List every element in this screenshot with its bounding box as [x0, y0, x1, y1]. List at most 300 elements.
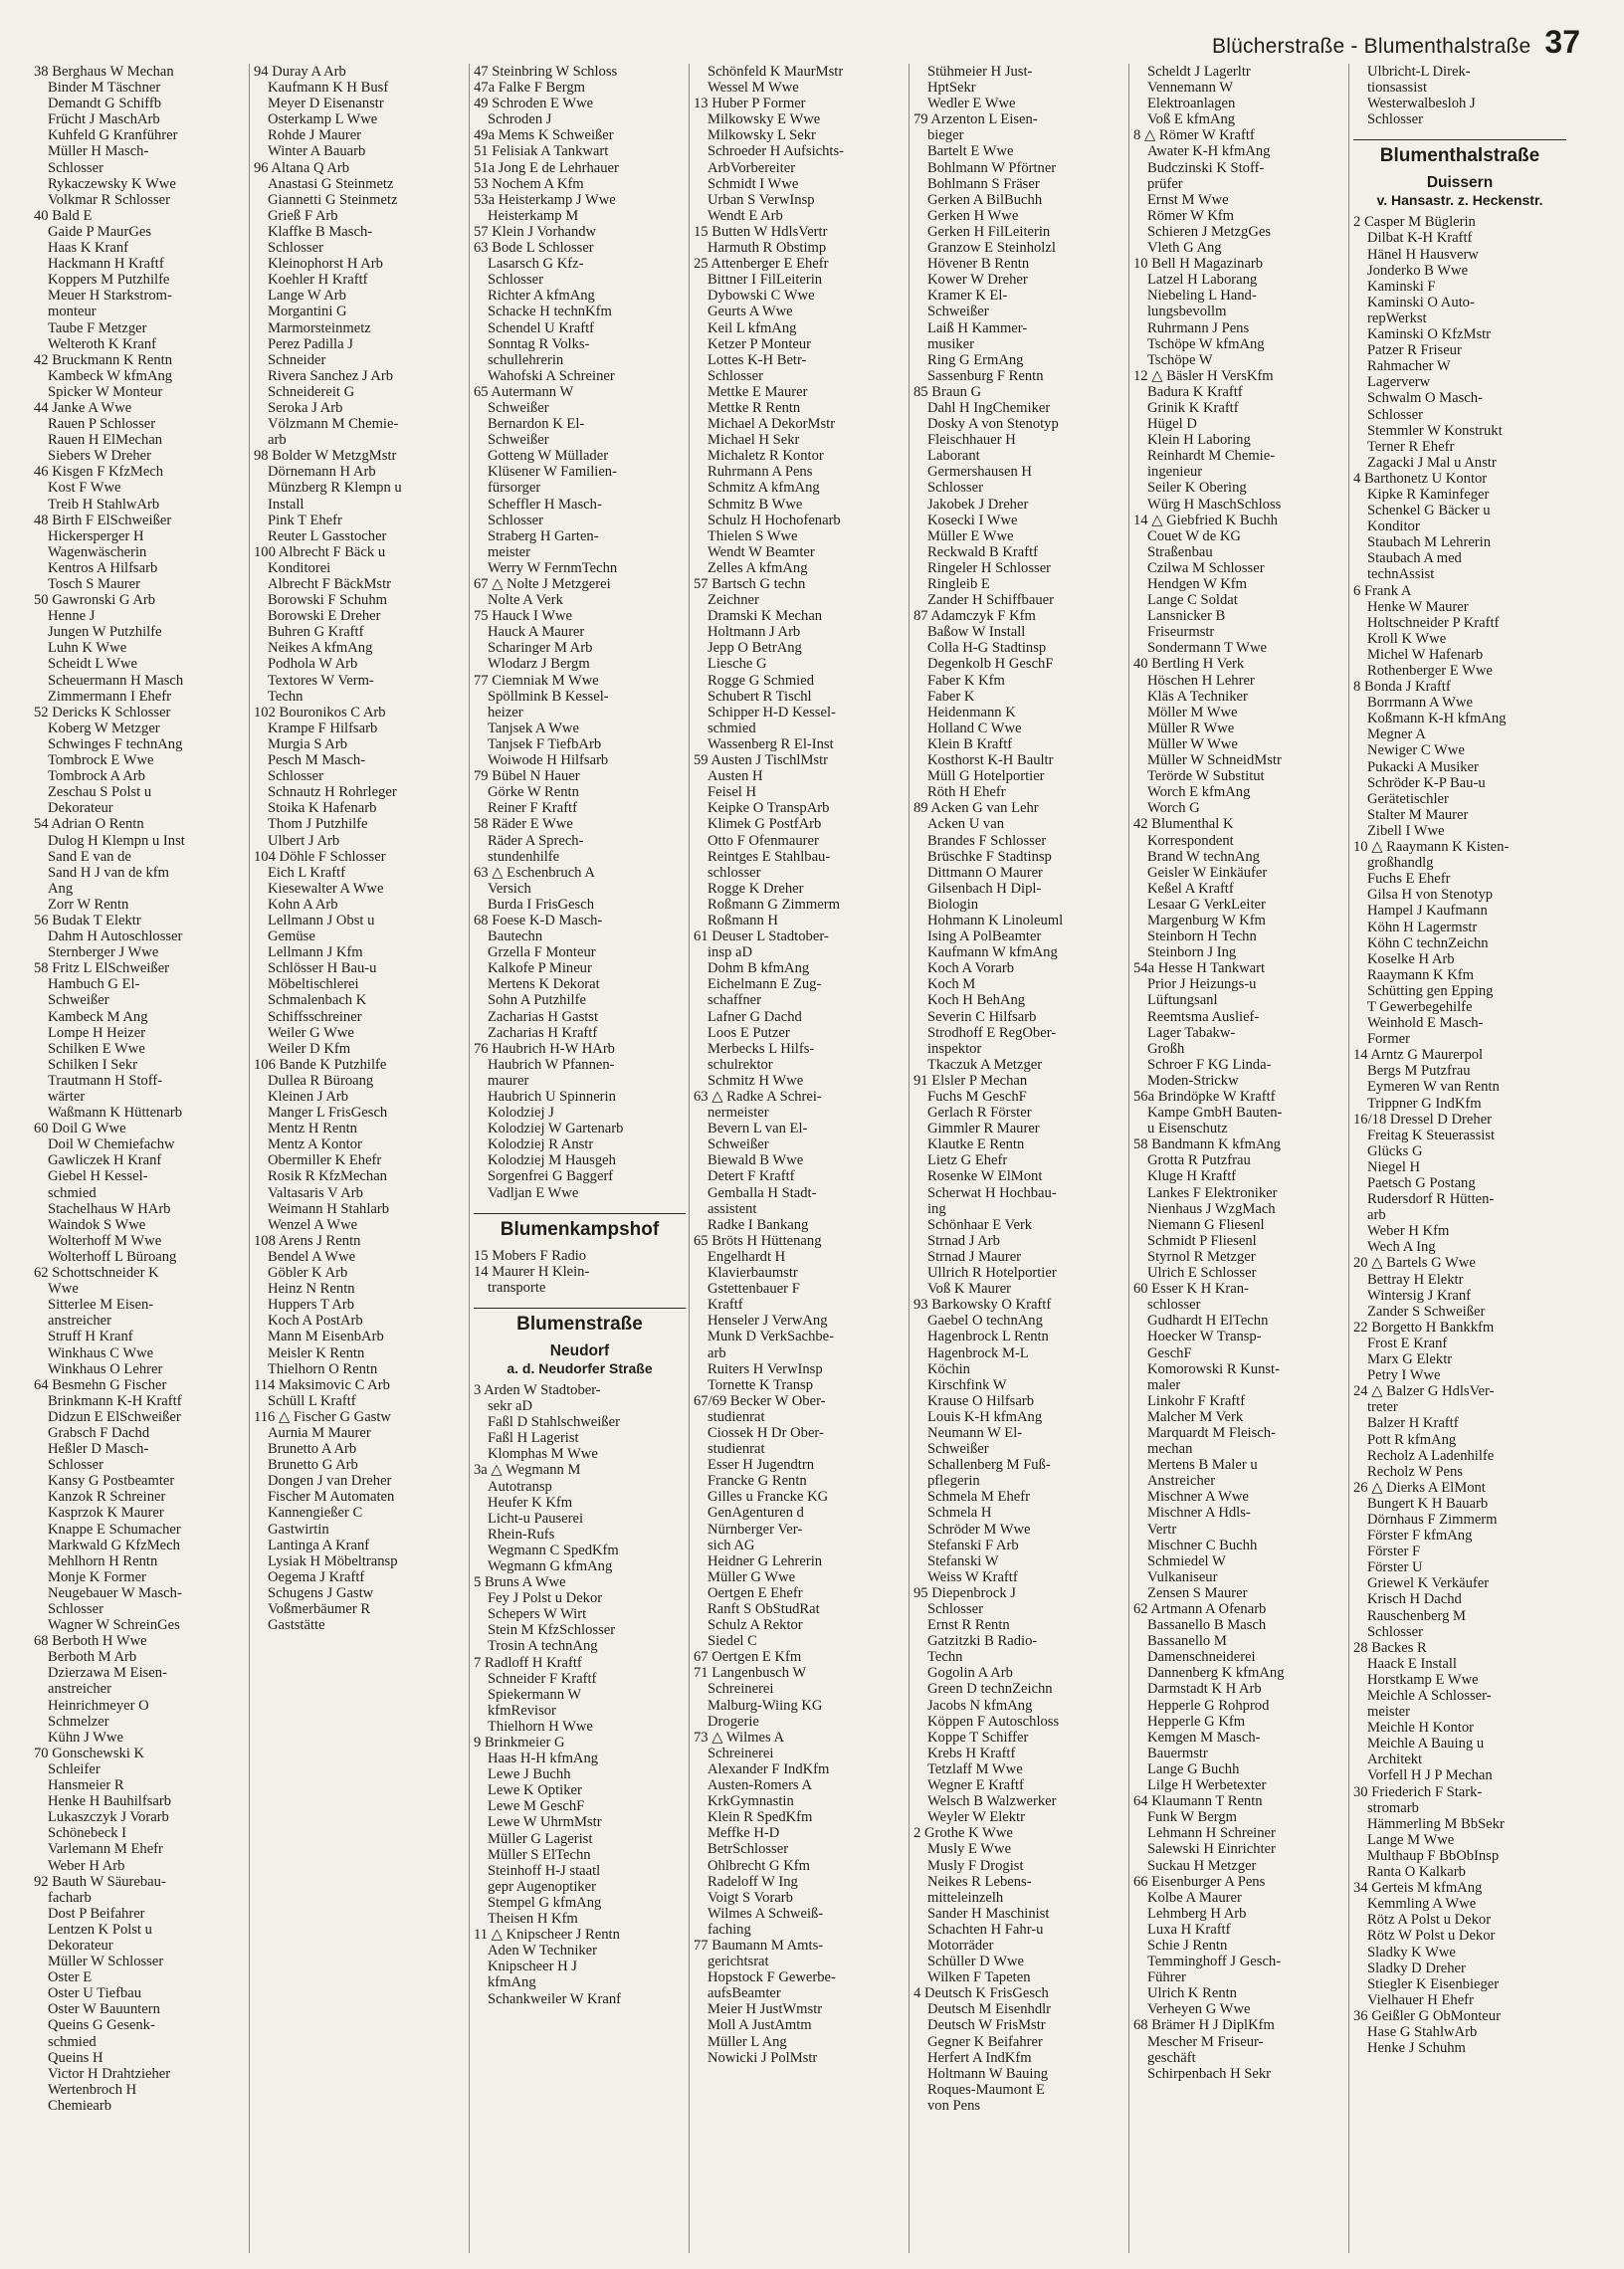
resident-entry: Lilge H Werbetexter	[1147, 1777, 1267, 1794]
resident-entry: 34 Gerteis M kfmAng	[1353, 1880, 1483, 1897]
resident-entry: bieger	[927, 127, 964, 144]
resident-entry: Oster E	[48, 1969, 93, 1986]
resident-entry: Schweißer	[48, 992, 109, 1009]
resident-entry: Latzel H Laborang	[1147, 272, 1258, 289]
resident-entry: 58 Bandmann K kfmAng	[1133, 1136, 1281, 1153]
resident-entry: Ang	[48, 880, 74, 897]
resident-entry: Haack E Install	[1367, 1655, 1457, 1672]
resident-entry: gepr Augenoptiker	[488, 1878, 597, 1895]
resident-entry: Lysiak H Möbeltransp	[268, 1552, 398, 1569]
resident-entry: Röth H Ehefr	[927, 784, 1006, 801]
resident-entry: Budczinski K Stoff-	[1147, 159, 1265, 176]
resident-entry: Müller S ElTechn	[488, 1846, 591, 1863]
resident-entry: Radeloff W Ing	[708, 1873, 798, 1890]
resident-entry: 10 △ Raaymann K Kisten-	[1353, 839, 1510, 856]
resident-entry: Moden-Strickw	[1147, 1072, 1239, 1089]
resident-entry: Lesaar G VerkLeiter	[1147, 896, 1266, 913]
resident-entry: Hendgen W Kfm	[1147, 576, 1247, 592]
resident-entry: Wagenwäscherin	[48, 543, 147, 560]
resident-entry: Kolodziej J	[488, 1105, 554, 1122]
resident-entry: Biewald B Wwe	[708, 1152, 804, 1169]
resident-entry: Tkaczuk A Metzger	[927, 1056, 1043, 1073]
resident-entry: Dahm H Autoschlosser	[48, 928, 183, 945]
resident-entry: Straßenbau	[1147, 543, 1213, 560]
resident-entry: Stiegler K Eisenbieger	[1367, 1975, 1500, 1992]
resident-entry: Rogge G Schmied	[708, 672, 815, 689]
resident-entry: Weyler W Elektr	[927, 1809, 1025, 1826]
resident-entry: 42 Blumenthal K	[1133, 816, 1234, 833]
resident-entry: Dilbat K-H Kraftf	[1367, 230, 1473, 247]
resident-entry: Ullrich R Hotelportier	[927, 1265, 1057, 1282]
resident-entry: Meisler K Rentn	[268, 1344, 365, 1361]
resident-entry: Worch E kfmAng	[1147, 784, 1251, 801]
resident-entry: Gudhardt H ElTechn	[1147, 1313, 1269, 1330]
resident-entry: Friseurmstr	[1147, 624, 1215, 641]
resident-entry: Terner R Ehefr	[1367, 438, 1455, 455]
resident-entry: Pink T Ehefr	[268, 512, 342, 528]
resident-entry: Dost P Beifahrer	[48, 1905, 145, 1922]
resident-entry: Burda I FrisGesch	[488, 896, 595, 913]
resident-entry: Klein B Kraftf	[927, 735, 1013, 752]
resident-entry: Taube F Metzger	[48, 319, 147, 336]
resident-entry: Ernst M Wwe	[1147, 191, 1229, 208]
resident-entry: Gerken A BilBuchh	[927, 191, 1043, 208]
resident-entry: faching	[708, 1921, 751, 1938]
resident-entry: Schlösser H Bau-u	[268, 960, 377, 977]
resident-entry: Thom J Putzhilfe	[268, 816, 368, 833]
resident-entry: Bohlmann W Pförtner	[927, 159, 1057, 176]
directory-column	[910, 64, 1129, 2253]
resident-entry: Linkohr F Kraftf	[1147, 1392, 1246, 1409]
resident-entry: Koselke H Arb	[1367, 950, 1455, 967]
resident-entry: 51 Felisiak A Tankwart	[474, 143, 609, 160]
resident-entry: Vorfell H J P Mechan	[1367, 1767, 1493, 1784]
resident-entry: Holtschneider P Kraftf	[1367, 614, 1500, 631]
resident-entry: Tornette K Transp	[708, 1376, 813, 1393]
resident-entry: 77 Ciemniak M Wwe	[474, 672, 599, 689]
resident-entry: Trautmann H Stoff-	[48, 1072, 163, 1089]
resident-entry: Meffke H-D	[708, 1825, 780, 1842]
resident-entry: Schleifer	[48, 1760, 101, 1777]
resident-entry: 14 △ Giebfried K Buchh	[1133, 512, 1278, 528]
resident-entry: Freitag K Steuerassist	[1367, 1127, 1496, 1143]
resident-entry: 20 △ Bartels G Wwe	[1353, 1255, 1476, 1272]
resident-entry: Neumann W El-	[927, 1424, 1023, 1441]
resident-entry: Hepperle G Rohprod	[1147, 1697, 1270, 1714]
resident-entry: Führer	[1147, 1969, 1186, 1986]
resident-entry: Müller W SchneidMstr	[1147, 752, 1282, 769]
resident-entry: Schirpenbach H Sekr	[1147, 2065, 1272, 2082]
resident-entry: Hambuch G El-	[48, 976, 140, 993]
resident-entry: Lehmann H Schreiner	[1147, 1825, 1276, 1842]
resident-entry: 89 Acken G van Lehr	[914, 800, 1039, 817]
resident-entry: Verheyen G Wwe	[1147, 2001, 1251, 2018]
resident-entry: Kolbe A Maurer	[1147, 1889, 1242, 1906]
resident-entry: Roßmann H	[708, 912, 778, 928]
resident-entry: gerichtsrat	[708, 1954, 769, 1970]
resident-entry: 15 Butten W HdlsVertr	[694, 223, 828, 240]
resident-entry: Höschen H Lehrer	[1147, 672, 1255, 689]
resident-entry: facharb	[48, 1889, 92, 1906]
resident-entry: Westerwalbesloh J	[1367, 96, 1476, 112]
resident-entry: Voß E kfmAng	[1147, 111, 1236, 128]
directory-column	[690, 64, 910, 2253]
resident-entry: 12 △ Bäsler H VersKfm	[1133, 367, 1274, 384]
resident-entry: Rivera Sanchez J Arb	[268, 367, 394, 384]
resident-entry: Sand H J van de kfm	[48, 864, 170, 881]
resident-entry: 59 Austen J TischlMstr	[694, 752, 829, 769]
resident-entry: schaffner	[708, 992, 762, 1009]
resident-entry: Brunetto A Arb	[268, 1441, 357, 1458]
resident-entry: Mettke R Rentn	[708, 399, 801, 416]
resident-entry: Klavierbaumstr	[708, 1265, 798, 1282]
resident-entry: Ohlbrecht G Kfm	[708, 1857, 810, 1874]
resident-entry: 10 Bell H Magazinarb	[1133, 256, 1264, 273]
resident-entry: Strnad J Maurer	[927, 1248, 1022, 1265]
resident-entry: Lange M Wwe	[1367, 1831, 1455, 1848]
resident-entry: Münzberg R Klempn u	[268, 480, 402, 497]
resident-entry: Niebeling L Hand-	[1147, 288, 1257, 305]
resident-entry: 26 △ Dierks A ElMont	[1353, 1479, 1486, 1496]
resident-entry: Schlosser	[708, 367, 763, 384]
resident-entry: Volkmar R Schlosser	[48, 191, 170, 208]
resident-entry: Niegel H	[1367, 1158, 1421, 1175]
resident-entry: 60 Esser K H Kran-	[1133, 1281, 1249, 1298]
resident-entry: Esser H Jugendtrn	[708, 1457, 815, 1474]
resident-entry: Ring G ErmAng	[927, 351, 1024, 368]
resident-entry: pflegerin	[927, 1473, 980, 1490]
resident-entry: Rogge K Dreher	[708, 880, 804, 897]
resident-entry: Schnautz H Rohrleger	[268, 784, 397, 801]
resident-entry: Heufer K Kfm	[488, 1494, 573, 1511]
resident-entry: Welteroth K Kranf	[48, 335, 157, 352]
resident-entry: Laborant	[927, 448, 980, 465]
resident-entry: Osterkamp L Wwe	[268, 111, 378, 128]
resident-entry: Köchin	[927, 1360, 970, 1377]
resident-entry: 98 Bolder W MetzgMstr	[254, 448, 397, 465]
resident-entry: 28 Backes R	[1353, 1639, 1427, 1656]
resident-entry: Müller R Wwe	[1147, 720, 1235, 736]
resident-entry: Former	[1367, 1031, 1410, 1048]
resident-entry: Patzer R Friseur	[1367, 342, 1462, 359]
resident-entry: großhandlg	[1367, 855, 1434, 872]
resident-entry: schmied	[48, 2033, 97, 2050]
resident-entry: 91 Elsler P Mechan	[914, 1072, 1028, 1089]
resident-entry: Schie J Rentn	[1147, 1937, 1228, 1954]
resident-entry: wärter	[48, 1089, 86, 1105]
resident-entry: Zacharias H Gastst	[488, 1008, 599, 1025]
resident-entry: heizer	[488, 704, 523, 721]
resident-entry: 67 Oertgen E Kfm	[694, 1649, 802, 1666]
resident-entry: Marx G Elektr	[1367, 1351, 1453, 1368]
resident-entry: Badura K Kraftf	[1147, 383, 1243, 400]
resident-entry: Gawliczek H Kranf	[48, 1152, 162, 1169]
resident-entry: Schüll L Kraftf	[268, 1392, 356, 1409]
resident-entry: mechan	[1147, 1441, 1193, 1458]
resident-entry: 2 Casper M Büglerin	[1353, 214, 1476, 231]
resident-entry: Stefanski F Arb	[927, 1537, 1019, 1553]
resident-entry: Drogerie	[708, 1713, 759, 1730]
resident-entry: 116 △ Fischer G Gastw	[254, 1408, 391, 1425]
resident-entry: Keßel A Kraftf	[1147, 880, 1234, 897]
resident-entry: Schweißer	[488, 399, 549, 416]
resident-entry: Spicker W Monteur	[48, 383, 163, 400]
resident-entry: 79 Arzenton L Eisen-	[914, 111, 1038, 128]
resident-entry: Roßmann G Zimmerm	[708, 896, 840, 913]
resident-entry: transporte	[488, 1279, 546, 1296]
resident-entry: Pott R kfmAng	[1367, 1431, 1457, 1448]
resident-entry: Schmidt P Fliesenl	[1147, 1232, 1257, 1249]
resident-entry: Förster U	[1367, 1559, 1423, 1576]
resident-entry: meister	[488, 543, 530, 560]
resident-entry: Oegema J Kraftf	[268, 1568, 365, 1585]
resident-entry: Schroeder H Aufsichts-	[708, 143, 844, 160]
resident-entry: Holtmann W Bauing	[927, 2065, 1049, 2082]
resident-entry: 67 △ Nolte J Metzgerei	[474, 576, 611, 592]
resident-entry: Mischner C Buchh	[1147, 1537, 1258, 1553]
resident-entry: Gilles u Francke KG	[708, 1489, 829, 1506]
resident-entry: Rosenke W ElMont	[927, 1168, 1043, 1185]
resident-entry: Rykaczewsky K Wwe	[48, 175, 176, 192]
resident-entry: assistent	[708, 1200, 757, 1217]
resident-entry: Vielhauer H Ehefr	[1367, 1991, 1474, 2008]
resident-entry: Tschöpe W kfmAng	[1147, 335, 1265, 352]
resident-entry: Schreinerei	[708, 1745, 774, 1761]
resident-entry: Merbecks L Hilfs-	[708, 1040, 815, 1057]
resident-entry: Tanjsek F TiefbArb	[488, 735, 602, 752]
resident-entry: Welsch B Walzwerker	[927, 1793, 1057, 1810]
resident-entry: Autotransp	[488, 1478, 552, 1495]
resident-entry: Scheidt L Wwe	[48, 656, 137, 673]
resident-entry: Weinhold E Masch-	[1367, 1015, 1484, 1032]
resident-entry: Oertgen E Ehefr	[708, 1584, 803, 1601]
resident-entry: Dongen J van Dreher	[268, 1473, 392, 1490]
resident-entry: Schlosser	[268, 240, 323, 257]
resident-entry: Dahl H IngChemiker	[927, 399, 1051, 416]
resident-entry: Lottes K-H Betr-	[708, 351, 807, 368]
resident-entry: Loos E Putzer	[708, 1024, 790, 1041]
resident-entry: 54 Adrian O Rentn	[34, 816, 144, 833]
resident-entry: Sitterlee M Eisen-	[48, 1297, 154, 1314]
resident-entry: Schlosser	[488, 512, 543, 528]
resident-entry: Niemann G Fliesenl	[1147, 1216, 1265, 1233]
resident-entry: Ranft S ObStudRat	[708, 1601, 820, 1617]
resident-entry: Rauen H ElMechan	[48, 432, 163, 449]
resident-entry: Schmidt I Wwe	[708, 175, 799, 192]
resident-entry: Schröder M Wwe	[927, 1521, 1031, 1538]
street-heading	[474, 1308, 686, 1376]
resident-entry: von Pens	[927, 2097, 981, 2114]
resident-entry: Kemmling A Wwe	[1367, 1896, 1477, 1913]
resident-entry: Reiner F Kraftf	[488, 800, 577, 817]
resident-entry: Perez Padilla J	[268, 335, 353, 352]
resident-entry: Anstreicher	[1147, 1473, 1216, 1490]
resident-entry: Fuchs M GeschF	[927, 1089, 1027, 1105]
resident-entry: Bungert K H Bauarb	[1367, 1495, 1489, 1512]
resident-entry: Francke G Rentn	[708, 1473, 807, 1490]
resident-entry: Michaletz R Kontor	[708, 448, 824, 465]
resident-entry: 46 Kisgen F KfzMech	[34, 464, 164, 481]
resident-entry: Motorräder	[927, 1937, 994, 1954]
resident-entry: Green D technZeichn	[927, 1681, 1053, 1698]
resident-entry: Bettray H Elektr	[1367, 1271, 1464, 1288]
resident-entry: 51a Jong E de Lehrhauer	[474, 159, 619, 176]
resident-entry: Schwinges F technAng	[48, 735, 183, 752]
resident-entry: schmied	[708, 720, 756, 736]
resident-entry: Kansy G Postbeamter	[48, 1473, 175, 1490]
resident-entry: Schendel U Kraftf	[488, 319, 594, 336]
resident-entry: Schlosser	[1367, 111, 1423, 128]
resident-entry: Awater K-H kfmAng	[1147, 143, 1271, 160]
resident-entry: Malcher M Verk	[1147, 1408, 1244, 1425]
resident-entry: 14 Arntz G Maurerpol	[1353, 1047, 1484, 1064]
resident-entry: Lentzen K Polst u	[48, 1921, 152, 1938]
resident-entry: Sohn A Putzhilfe	[488, 992, 586, 1009]
resident-entry: Lantinga A Kranf	[268, 1537, 370, 1553]
resident-entry: repWerkst	[1367, 309, 1427, 326]
resident-entry: Koßmann K-H kfmAng	[1367, 711, 1507, 727]
resident-entry: Stefanski W	[927, 1552, 999, 1569]
street-name: Blumenthalstraße	[1379, 145, 1540, 167]
resident-entry: 76 Haubrich H-W HArb	[474, 1040, 615, 1057]
resident-entry: Dannenberg K kfmAng	[1147, 1665, 1285, 1682]
resident-entry: Louis K-H kfmAng	[927, 1408, 1043, 1425]
resident-entry: Czilwa M Schlosser	[1147, 559, 1265, 576]
resident-entry: Urban S VerwInsp	[708, 191, 815, 208]
resident-entry: Lasarsch G Kfz-	[488, 256, 584, 273]
resident-entry: Kipke R Kaminfeger	[1367, 486, 1490, 503]
resident-entry: Thielhorn H Wwe	[488, 1718, 593, 1735]
resident-entry: Gotteng W Müllader	[488, 448, 609, 465]
resident-entry: 8 Bonda J Kraftf	[1353, 679, 1451, 696]
resident-entry: Mettke E Maurer	[708, 383, 808, 400]
resident-entry: Wedler E Wwe	[927, 96, 1016, 112]
resident-entry: Austen H	[708, 768, 763, 785]
resident-entry: Brinkmann K-H Kraftf	[48, 1392, 182, 1409]
resident-entry: Horstkamp E Wwe	[1367, 1671, 1479, 1688]
resident-entry: Fey J Polst u Dekor	[488, 1590, 603, 1607]
resident-entry: 61 Deuser L Stadtober-	[694, 928, 829, 945]
resident-entry: Rudersdorf R Hütten-	[1367, 1191, 1495, 1208]
resident-entry: Didzun E ElSchweißer	[48, 1408, 181, 1425]
resident-entry: Wertenbroch H	[48, 2081, 137, 2098]
resident-entry: Gstettenbauer F	[708, 1281, 800, 1298]
resident-entry: Schachten H Fahr-u	[927, 1921, 1044, 1938]
resident-entry: Balzer H Kraftf	[1367, 1415, 1459, 1432]
resident-entry: Chemiearb	[48, 2097, 112, 2114]
resident-entry: Gerätetischler	[1367, 790, 1449, 807]
resident-entry: Schlosser	[48, 1601, 103, 1617]
resident-entry: Binder M Täschner	[48, 80, 161, 97]
resident-entry: Völzmann M Chemie-	[268, 416, 399, 433]
resident-entry: Krisch H Dachd	[1367, 1591, 1462, 1608]
resident-entry: Gerken H FilLeiterin	[927, 223, 1051, 240]
resident-entry: Damenschneiderei	[1147, 1649, 1256, 1666]
resident-entry: Michael H Sekr	[708, 432, 800, 449]
resident-entry: Munk D VerkSachbe-	[708, 1329, 834, 1345]
resident-entry: Gegner K Beifahrer	[927, 2033, 1043, 2050]
resident-entry: Schlosser	[268, 768, 323, 785]
resident-entry: 54a Hesse H Tankwart	[1133, 960, 1266, 977]
resident-entry: Schönhaar E Verk	[927, 1216, 1033, 1233]
resident-entry: Dekorateur	[48, 1937, 113, 1954]
resident-entry: Geisler W Einkäufer	[1147, 864, 1268, 881]
resident-entry: 73 △ Wilmes A	[694, 1729, 785, 1746]
resident-entry: Hampel J Kaufmann	[1367, 903, 1488, 920]
resident-entry: Schweißer	[927, 1441, 989, 1458]
resident-entry: 114 Maksimovic C Arb	[254, 1376, 390, 1393]
resident-entry: Sondermann T Wwe	[1147, 640, 1267, 657]
resident-entry: 2 Grothe K Wwe	[914, 1825, 1013, 1842]
resident-entry: Köhn C technZeichn	[1367, 934, 1489, 951]
resident-entry: Neugebauer W Masch-	[48, 1584, 182, 1601]
directory-column	[1129, 64, 1349, 2253]
resident-entry: Krebs H Kraftf	[927, 1745, 1016, 1761]
resident-entry: Rohde J Maurer	[268, 127, 362, 144]
resident-entry: Salewski H Einrichter	[1147, 1841, 1276, 1858]
resident-entry: 66 Eisenburger A Pens	[1133, 1873, 1266, 1890]
resident-entry: Kosecki I Wwe	[927, 512, 1018, 528]
resident-entry: Bevern L van El-	[708, 1121, 808, 1137]
resident-entry: Versich	[488, 880, 531, 897]
resident-entry: Schüller D Wwe	[927, 1954, 1024, 1970]
resident-entry: Rhein-Rufs	[488, 1526, 555, 1543]
resident-entry: Schreinerei	[708, 1681, 774, 1698]
resident-entry: Dybowski C Wwe	[708, 288, 815, 305]
resident-entry: Mentz A Kontor	[268, 1136, 362, 1153]
resident-entry: Heßler D Masch-	[48, 1441, 149, 1458]
resident-entry: 24 △ Balzer G HdlsVer-	[1353, 1383, 1495, 1400]
resident-entry: Sorgenfrei G Baggerf	[488, 1168, 614, 1185]
resident-entry: GenAgenturen d	[708, 1505, 804, 1522]
resident-entry: Bernardon K El-	[488, 416, 585, 433]
resident-entry: Scheldt J Lagerltr	[1147, 64, 1251, 80]
resident-entry: Neikes A kfmAng	[268, 640, 373, 657]
resident-entry: Dörnhaus F Zimmerm	[1367, 1511, 1498, 1528]
resident-entry: Jakobek J Dreher	[927, 496, 1029, 513]
resident-entry: Holtmann J Arb	[708, 624, 801, 641]
resident-entry: Hauck A Maurer	[488, 624, 585, 641]
resident-entry: Rauschenberg M	[1367, 1607, 1467, 1624]
resident-entry: Stalter M Maurer	[1367, 806, 1469, 823]
resident-entry: Lehmberg H Arb	[1147, 1905, 1247, 1922]
resident-entry: insp aD	[708, 944, 752, 961]
resident-entry: Görke W Rentn	[488, 784, 579, 801]
resident-entry: Sander H Maschinist	[927, 1905, 1050, 1922]
resident-entry: Weiler D Kfm	[268, 1040, 351, 1057]
resident-entry: Steinhoff H-J staatl	[488, 1862, 601, 1879]
resident-entry: Rötz W Polst u Dekor	[1367, 1928, 1496, 1945]
resident-entry: Klein H Laboring	[1147, 432, 1251, 449]
resident-entry: Faber K	[927, 688, 975, 705]
resident-entry: Eymeren W van Rentn	[1367, 1079, 1500, 1096]
resident-entry: Sand E van de	[48, 848, 131, 865]
resident-entry: 67/69 Becker W Ober-	[694, 1392, 826, 1409]
resident-entry: stundenhilfe	[488, 848, 560, 865]
resident-entry: Sladky D Dreher	[1367, 1960, 1466, 1976]
resident-entry: Kaminski F	[1367, 278, 1436, 295]
resident-entry: 53 Nochem A Kfm	[474, 175, 584, 192]
resident-entry: Scherwat H Hochbau-	[927, 1184, 1057, 1201]
resident-entry: Winkhaus O Lehrer	[48, 1360, 163, 1377]
resident-entry: 100 Albrecht F Bäck u	[254, 543, 386, 560]
resident-entry: Möbeltischlerei	[268, 976, 359, 993]
resident-entry: Schlosser	[48, 1457, 103, 1474]
resident-entry: Rötz A Polst u Dekor	[1367, 1912, 1492, 1929]
resident-entry: Schönfeld K MaurMstr	[708, 64, 844, 80]
resident-entry: Kentros A Hilfsarb	[48, 559, 158, 576]
resident-entry: Schulz H Hochofenarb	[708, 512, 841, 528]
